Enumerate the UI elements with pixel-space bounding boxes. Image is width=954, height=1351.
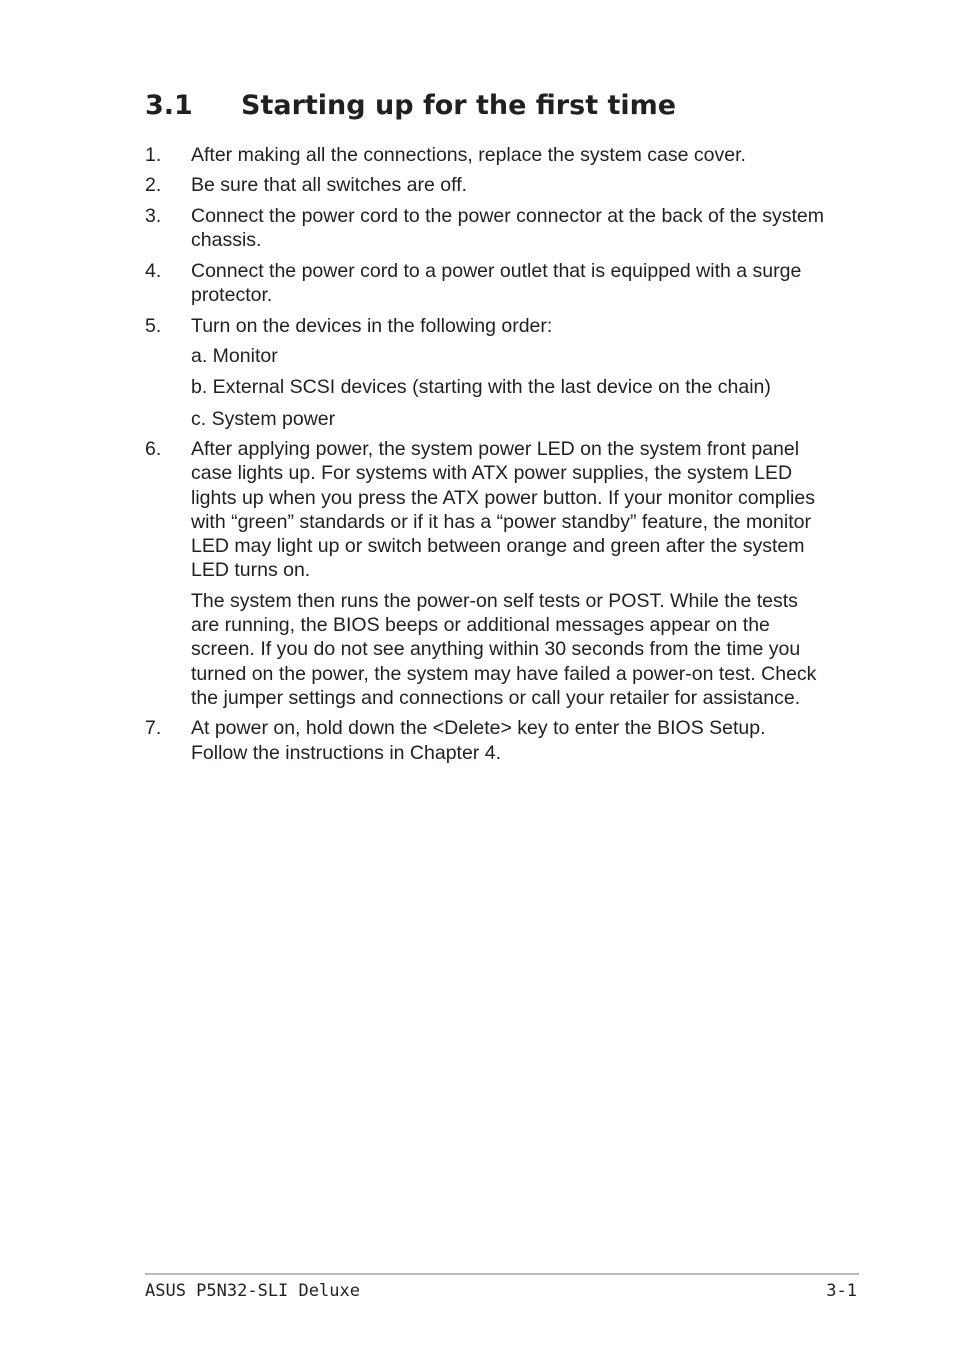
step-text: Turn on the devices in the following order: xyxy=(191,314,553,337)
sublist-item: c. System power xyxy=(191,407,336,430)
step-number: 7. xyxy=(145,717,162,740)
step-text-continued: The system then runs the power-on self tests or POST. While the tests are running, the BIOS beeps or additional messages appear on the screen. If you do not see anything within 30 seconds from the time you turned on the power, the system may have failed a power-on test. Check the jumper settings and connections or call your retailer for assistance. xyxy=(191,589,817,709)
step-number: 1. xyxy=(145,144,162,166)
step-number: 2. xyxy=(145,174,162,197)
step-text: At power on, hold down the <Delete> key to enter the BIOS Setup. Follow the instructions in Chapter 4. xyxy=(191,717,766,764)
footer-page-number: 3-1 xyxy=(826,1281,857,1301)
step-item xyxy=(145,716,825,765)
step-text: After making all the connections, replace the system case cover. xyxy=(191,144,746,166)
step-number: 5. xyxy=(145,314,162,337)
step-item xyxy=(145,173,825,197)
step-item xyxy=(145,204,825,253)
startup-steps-list xyxy=(145,143,825,771)
step-item xyxy=(145,314,825,431)
step-item xyxy=(145,259,825,308)
step-number: 3. xyxy=(145,204,162,227)
footer-divider xyxy=(145,1273,859,1275)
step-number: 6. xyxy=(145,438,162,460)
step-text: After applying power, the system power LED on the system front panel case lights up. For systems with ATX power supplies, the system LED lights up when you press the ATX power button. If your monitor complies with “green” standards or if it has a “power standby” feature, the monitor LED may light up or switch between orange and green after the system LED turns on. xyxy=(191,438,815,582)
device-order-sublist xyxy=(191,344,825,430)
step-item xyxy=(145,437,825,710)
step-text: Connect the power cord to a power outlet that is equipped with a surge protector. xyxy=(191,259,802,307)
section-heading xyxy=(145,86,676,126)
step-text: Be sure that all switches are off. xyxy=(191,174,468,197)
step-text: Connect the power cord to the power connector at the back of the system chassis. xyxy=(191,204,825,252)
section-title: Starting up for the first time xyxy=(241,90,677,121)
sublist-item: b. External SCSI devices (starting with the last device on the chain) xyxy=(191,376,771,399)
sublist-item: a. Monitor xyxy=(191,345,278,368)
section-number: 3.1 xyxy=(145,90,193,121)
step-item xyxy=(145,143,825,167)
footer-model-name: ASUS P5N32-SLI Deluxe xyxy=(145,1281,360,1301)
step-number: 4. xyxy=(145,259,162,282)
